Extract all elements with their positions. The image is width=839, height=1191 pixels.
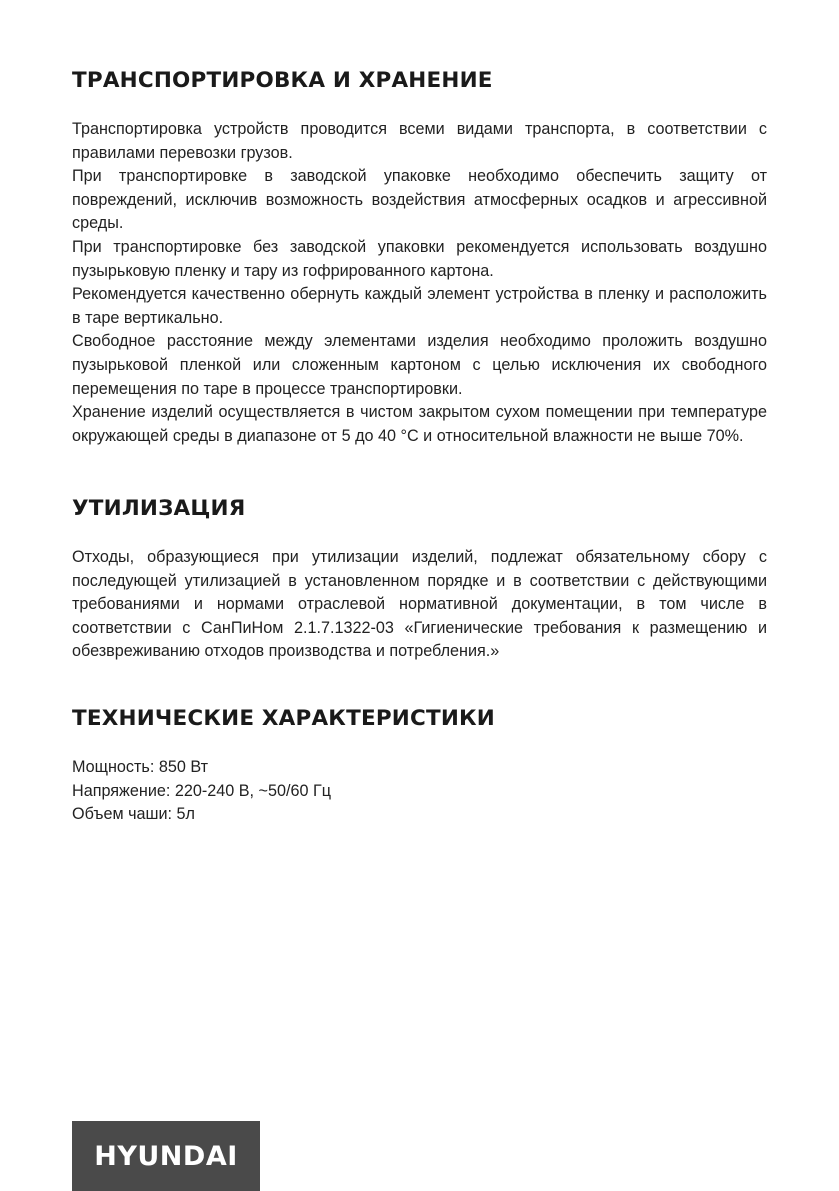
transport-paragraph: Транспортировка устройств проводится всеми видами транспорта, в соответствии с правилами перевозки грузов. — [72, 120, 767, 162]
transport-paragraph: Рекомендуется качественно обернуть каждый элемент устройства в пленку и расположить в таре вертикально. — [72, 285, 767, 327]
transport-section — [72, 68, 767, 94]
spec-bowl-volume: Объем чаши: 5л — [72, 805, 195, 824]
disposal-heading: УТИЛИЗАЦИЯ — [72, 496, 246, 521]
transport-paragraph: При транспортировке в заводской упаковке необходимо обеспечить защиту от повреждений, исключив возможность воздействия атмосферных осадков и агрессивной среды. — [72, 167, 767, 233]
transport-paragraphs — [72, 118, 767, 448]
specs-heading: ТЕХНИЧЕСКИЕ ХАРАКТЕРИСТИКИ — [72, 706, 495, 731]
disposal-paragraphs — [72, 546, 767, 664]
specs-list — [72, 756, 767, 827]
transport-paragraph: Хранение изделий осуществляется в чистом закрытом сухом помещении при температуре окружающей среды в диапазоне от 5 до 40 °С и относительной влажности не выше 70%. — [72, 403, 767, 445]
disposal-paragraph: Отходы, образующиеся при утилизации изделий, подлежат обязательному сбору с последующей утилизацией в установленном порядке и в соответствии с действующими требованиями и нормами отраслевой нормативной документации, в том числе в соответствии с СанПиНом 2.1.7.1322-03 «Гигиенические требования к размещению и обезвреживанию отходов производства и потребления.» — [72, 548, 767, 661]
specs-section — [72, 706, 767, 732]
transport-heading: ТРАНСПОРТИРОВКА И ХРАНЕНИЕ — [72, 68, 493, 93]
spec-power: Мощность: 850 Вт — [72, 758, 209, 776]
logo-text: HYUNDAI — [94, 1140, 238, 1172]
disposal-section — [72, 496, 767, 522]
hyundai-logo — [72, 1121, 260, 1191]
transport-paragraph: Свободное расстояние между элементами изделия необходимо проложить воздушно пузырьковой пленкой или сложенным картоном с целью исключения их свободного перемещения по таре в процессе транспортировки. — [72, 332, 767, 398]
transport-paragraph: При транспортировке без заводской упаковки рекомендуется использовать воздушно пузырьковую пленку и тару из гофрированного картона. — [72, 237, 767, 280]
spec-voltage: Напряжение: 220-240 В, ~50/60 Гц — [72, 781, 332, 800]
